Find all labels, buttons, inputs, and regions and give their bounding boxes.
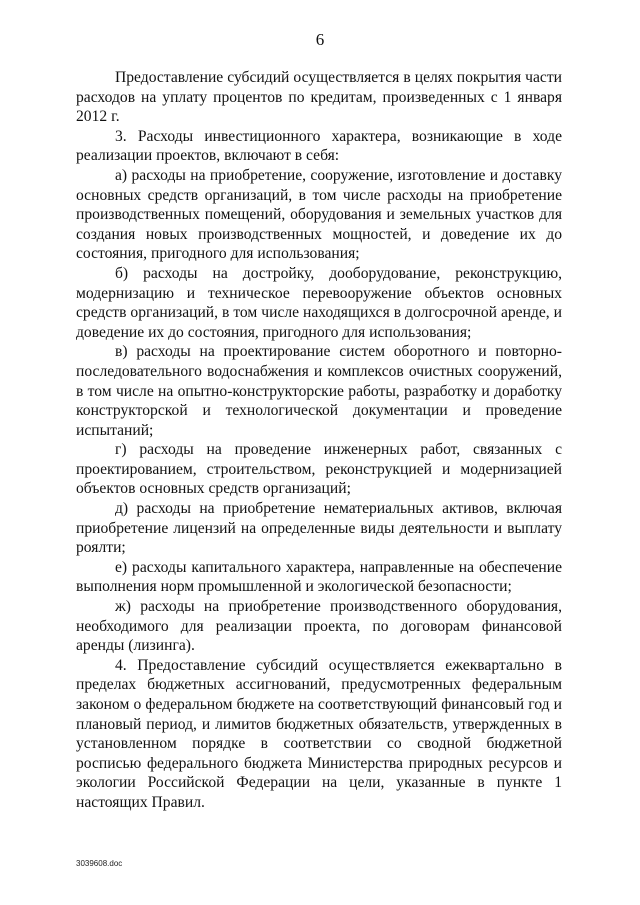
paragraph-3a: а) расходы на приобретение, сооружение, изготовление и доставку основных средств организаций, в том числе расходы на приобретение производственных помещений, оборудования и земельных участков для создания новых производственных мощностей, и доведение их до состояния, пригодного для использования; [76,166,562,263]
paragraph-3-investment-expenses: 3. Расходы инвестиционного характера, возникающие в ходе реализации проектов, включают в себя: [76,127,562,165]
paragraph-3b: б) расходы на достройку, дооборудование, реконструкцию, модернизацию и техническое перевооружение объектов основных средств организаций, в том числе находящихся в долгосрочной аренде, и доведение их до состояния, пригодного для использования; [76,264,562,341]
paragraph-3e: е) расходы капитального характера, направленные на обеспечение выполнения норм промышленной и экологической безопасности; [76,558,562,596]
paragraph-3d: д) расходы на приобретение нематериальных активов, включая приобретение лицензий на определенные виды деятельности и выплату роялти; [76,500,562,557]
paragraph-subsidy-purpose: Предоставление субсидий осуществляется в целях покрытия части расходов на уплату процентов по кредитам, произведенных с 1 января 2012 г. [76,69,562,126]
footer-file-name: 3039608.doc [76,859,123,868]
paragraph-3v: в) расходы на проектирование систем оборотного и повторно-последовательного водоснабжения и комплексов очистных сооружений, в том числе на опытно-конструкторские работы, разработку и доработку конструкторской и технологической документации и проведение испытаний; [76,343,562,439]
paragraph-3zh: ж) расходы на приобретение производственного оборудования, необходимого для реализации проекта, по договорам финансовой аренды (лизинга). [76,598,562,655]
document-body [76,68,562,813]
page-number: 6 [315,30,325,49]
paragraph-3g: г) расходы на проведение инженерных работ, связанных с проектированием, строительством, реконструкцией и модернизацией объектов основных средств организаций; [76,441,562,498]
paragraph-4-subsidy-schedule: 4. Предоставление субсидий осуществляется ежеквартально в пределах бюджетных ассигнований, предусмотренных федеральным законом о федеральном бюджете на соответствующий финансовый год и плановый период, и лимитов бюджетных обязательств, утвержденных в установленном порядке в соответствии со сводной бюджетной росписью федерального бюджета Министерства природных ресурсов и экологии Российской Федерации на цели, указанные в пункте 1 настоящих Правил. [76,656,562,811]
